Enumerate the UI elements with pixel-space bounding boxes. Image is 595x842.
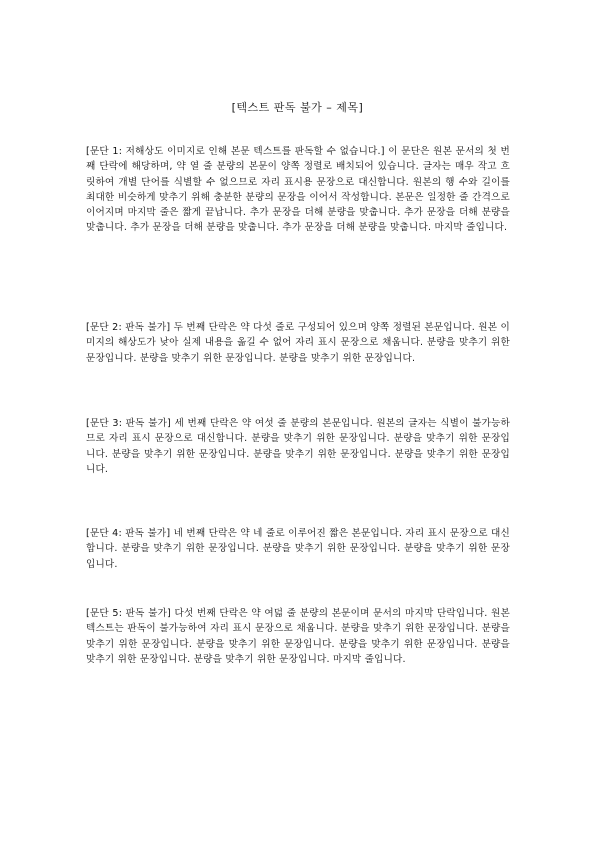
document-title: [텍스트 판독 불가 – 제목] — [231, 101, 364, 114]
body-paragraph-2: [문단 2: 판독 불가] 두 번째 단락은 약 다섯 줄로 구성되어 있으며 양쪽 정렬된 본문입니다. 원본 이미지의 해상도가 낮아 실제 내용을 옮길 수 없어 자리 표시 문장으로 채웁니다. 분량을 맞추기 위한 문장입니다. 분량을 맞추기 위한 문장입니다. 분량을 맞추기 위한 문장입니다. — [86, 322, 510, 364]
body-paragraph-4: [문단 4: 판독 불가] 네 번째 단락은 약 네 줄로 이루어진 짧은 본문입니다. 자리 표시 문장으로 대신합니다. 분량을 맞추기 위한 문장입니다. 분량을 맞추기 위한 문장입니다. 분량을 맞추기 위한 문장입니다. — [86, 528, 510, 570]
body-paragraph-5: [문단 5: 판독 불가] 다섯 번째 단락은 약 여덟 줄 분량의 본문이며 문서의 마지막 단락입니다. 원본 텍스트는 판독이 불가능하여 자리 표시 문장으로 채웁니다. 분량을 맞추기 위한 문장입니다. 분량을 맞추기 위한 문장입니다. 분량을 맞추기 위한 문장입니다. 분량을 맞추기 위한 문장입니다. 분량을 맞추기 위한 문장입니다. 분량을 맞추기 위한 문장입니다. 마지막 줄입니다. — [86, 608, 510, 665]
body-paragraph-3: [문단 3: 판독 불가] 세 번째 단락은 약 여섯 줄 분량의 본문입니다. 원본의 글자는 식별이 불가능하므로 자리 표시 문장으로 대신합니다. 분량을 맞추기 위한 문장입니다. 분량을 맞추기 위한 문장입니다. 분량을 맞추기 위한 문장입니다. 분량을 맞추기 위한 문장입니다. 분량을 맞추기 위한 문장입니다. — [86, 418, 510, 475]
body-paragraph-1: [문단 1: 저해상도 이미지로 인해 본문 텍스트를 판독할 수 없습니다.] 이 문단은 원본 문서의 첫 번째 단락에 해당하며, 약 열 줄 분량의 본문이 양쪽 정렬로 배치되어 있습니다. 글자는 매우 작고 흐릿하여 개별 단어를 식별할 수 없으므로 자리 표시용 문장으로 대신합니다. 원본의 행 수와 길이를 최대한 비슷하게 맞추기 위해 충분한 분량의 문장을 이어서 작성합니다. 본문은 일정한 줄 간격으로 이어지며 마지막 줄은 짧게 끝납니다. 추가 문장을 더해 분량을 맞춥니다. 추가 문장을 더해 분량을 맞춥니다. 추가 문장을 더해 분량을 맞춥니다. 추가 문장을 더해 분량을 맞춥니다. 마지막 줄입니다. — [86, 146, 510, 234]
